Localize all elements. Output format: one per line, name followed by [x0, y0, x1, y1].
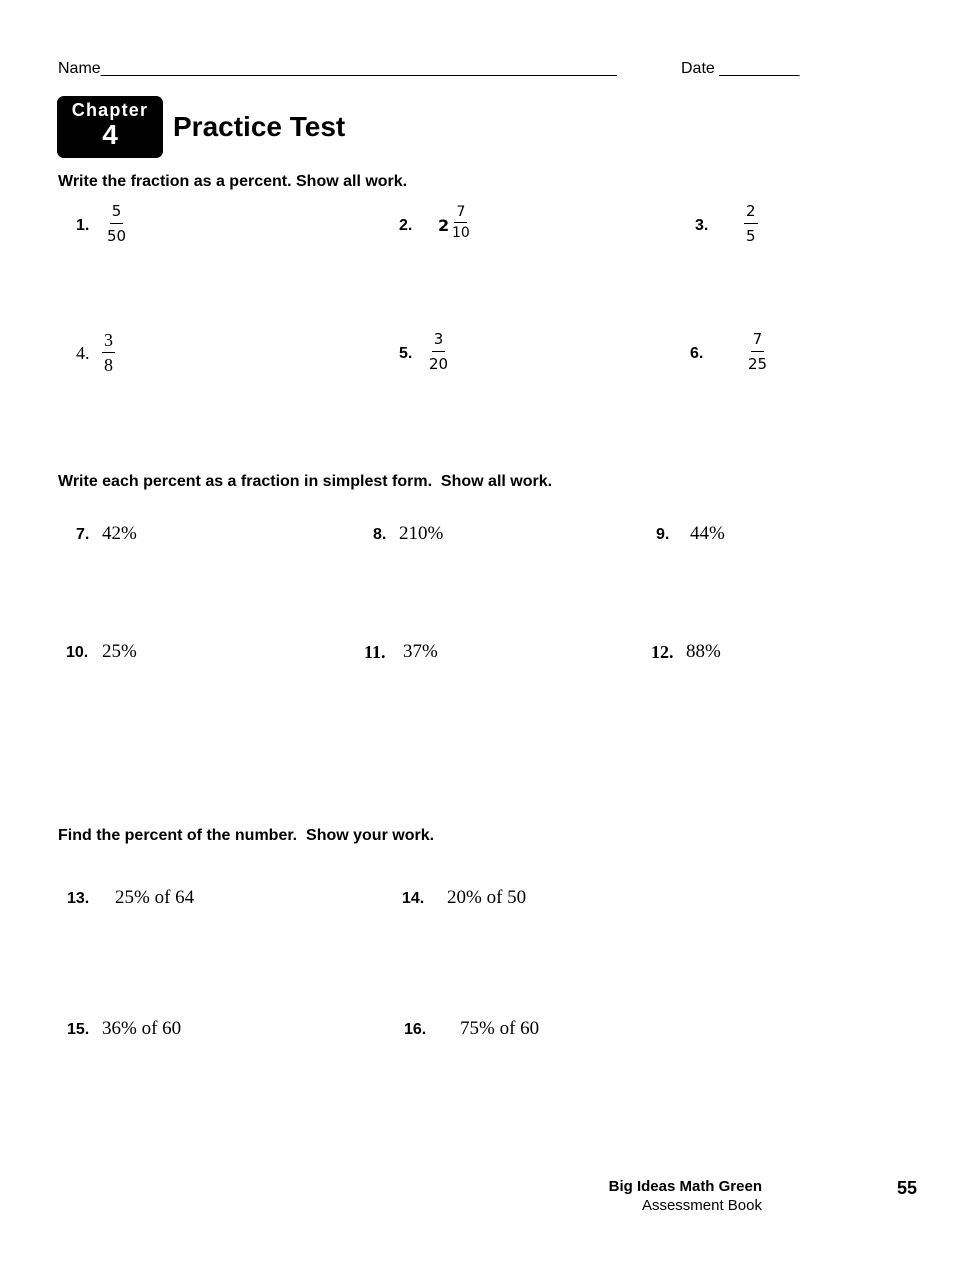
problem-6-label: 6. — [690, 345, 704, 362]
name-field[interactable] — [58, 60, 617, 78]
section1-instruction: Write the fraction as a percent. Show all work. — [58, 173, 408, 190]
book-subtitle: Assessment Book — [641, 1197, 762, 1214]
problem-14-value: 20% of 50 — [447, 887, 527, 908]
book-title: Big Ideas Math Green — [608, 1178, 762, 1195]
problem-3-label: 3. — [695, 217, 709, 234]
denominator: 10 — [452, 225, 470, 241]
denominator: 50 — [107, 227, 127, 245]
problem-2-whole: 2 — [438, 216, 450, 235]
problem-2-fraction — [450, 204, 472, 241]
denominator: 5 — [746, 227, 756, 245]
problem-5-label: 5. — [399, 345, 413, 362]
name-blank[interactable]: __________________________________________________________ — [100, 60, 617, 77]
numerator: 3 — [102, 330, 115, 353]
problem-7-value: 42% — [102, 523, 137, 544]
section2-instruction: Write each percent as a fraction in simplest form. Show all work. — [58, 473, 553, 490]
problem-14-label: 14. — [402, 890, 425, 907]
denominator: 25 — [748, 355, 768, 373]
problem-5-fraction — [427, 329, 450, 374]
problem-2-label: 2. — [399, 217, 413, 234]
chapter-word: Chapter — [71, 100, 149, 120]
problem-16-label: 16. — [404, 1021, 427, 1038]
problem-11-value: 37% — [403, 641, 438, 662]
numerator: 7 — [454, 204, 467, 223]
problem-3-fraction — [744, 201, 758, 246]
problem-10-label: 10. — [66, 644, 89, 661]
problem-12-label: 12. — [651, 642, 674, 662]
problem-4-label: 4. — [76, 343, 90, 363]
problem-9-value: 44% — [690, 523, 725, 544]
problem-16-value: 75% of 60 — [460, 1018, 540, 1039]
problem-9-label: 9. — [656, 526, 670, 543]
problem-7-label: 7. — [76, 526, 90, 543]
chapter-number: 4 — [102, 119, 118, 150]
chapter-badge — [57, 96, 163, 158]
problem-13-value: 25% of 64 — [115, 887, 195, 908]
problem-4-fraction — [102, 330, 115, 375]
problem-15-label: 15. — [67, 1021, 90, 1038]
numerator: 3 — [432, 329, 446, 352]
date-field[interactable] — [681, 60, 799, 78]
problem-12-value: 88% — [686, 641, 721, 662]
date-label: Date — [681, 60, 715, 77]
problem-10-value: 25% — [102, 641, 137, 662]
name-label: Name — [58, 60, 101, 77]
denominator: 8 — [104, 355, 113, 375]
footer-book-info — [609, 1177, 762, 1215]
page-number: 55 — [897, 1178, 918, 1198]
date-blank[interactable]: _________ — [719, 60, 800, 77]
problem-1-label: 1. — [76, 217, 90, 234]
problem-1-fraction — [105, 201, 128, 246]
problem-11-label: 11. — [364, 642, 386, 662]
section3-instruction: Find the percent of the number. Show your work. — [58, 827, 435, 844]
denominator: 20 — [429, 355, 449, 373]
problem-6-fraction — [746, 329, 769, 374]
problem-13-label: 13. — [67, 890, 90, 907]
numerator: 5 — [110, 201, 124, 224]
problem-8-value: 210% — [399, 523, 444, 544]
page-title: Practice Test — [173, 111, 346, 142]
numerator: 2 — [744, 201, 758, 224]
problem-8-label: 8. — [373, 526, 387, 543]
numerator: 7 — [751, 329, 765, 352]
problem-15-value: 36% of 60 — [102, 1018, 182, 1039]
